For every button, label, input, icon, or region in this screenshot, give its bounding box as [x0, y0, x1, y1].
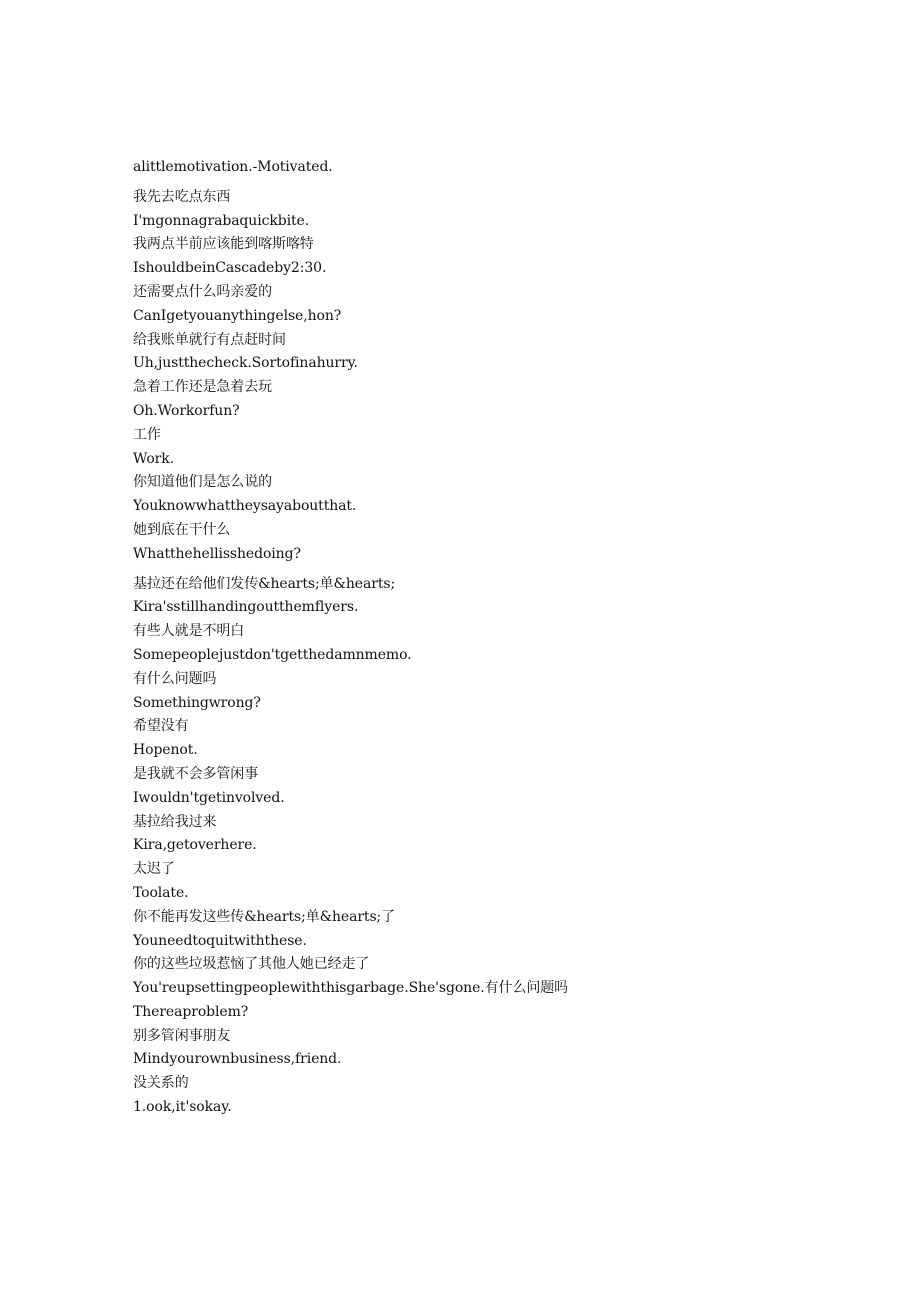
transcript-line: Work.: [133, 450, 174, 467]
transcript-line: 急着工作还是急着去玩: [133, 379, 272, 396]
transcript-line: Mindyourownbusiness,friend.: [133, 1051, 342, 1068]
transcript-line: 给我账单就行有点赶时间: [133, 331, 286, 348]
transcript-line: CanIgetyouanythingelse,hon?: [133, 307, 342, 324]
transcript-line: alittlemotivation.-Motivated.: [133, 159, 333, 175]
transcript-line: Somepeoplejustdon'tgetthedamnmemo.: [133, 646, 412, 663]
transcript-line: 没关系的: [133, 1075, 189, 1092]
transcript-line: Oh.Workorfun?: [133, 402, 240, 419]
transcript-line: Somethingwrong?: [133, 694, 261, 711]
transcript-line: Kira'sstillhandingoutthemflyers.: [133, 599, 359, 616]
transcript-line: 工作: [133, 426, 161, 443]
transcript-line: 是我就不会多管闲事: [133, 765, 259, 782]
transcript-line: 基拉还在给他们发传&hearts;单&hearts;: [133, 575, 396, 592]
transcript-line: 有些人就是不明白: [133, 623, 245, 640]
transcript-line: 1.ook,it'sokay.: [133, 1099, 232, 1116]
subtitle-transcript: [133, 156, 833, 1120]
transcript-line: Whatthehellisshedoing?: [133, 545, 301, 562]
transcript-line: IshouldbeinCascadeby2:30.: [133, 260, 327, 277]
transcript-line: Uh,justthecheck.Sortofinahurry.: [133, 355, 358, 372]
transcript-line: 太迟了: [133, 861, 175, 878]
transcript-line: 有什么问题吗: [133, 670, 217, 687]
transcript-line: 还需要点什么吗亲爱的: [133, 283, 272, 300]
transcript-line: Kira,getoverhere.: [133, 837, 257, 854]
transcript-line: Youknowwhattheysayaboutthat.: [133, 498, 357, 515]
transcript-line: 我两点半前应该能到喀斯喀特: [133, 236, 314, 253]
transcript-line: 你知道他们是怎么说的: [133, 474, 272, 491]
transcript-line: Youneedtoquitwiththese.: [133, 932, 307, 949]
transcript-line: Thereaproblem?: [133, 1003, 249, 1020]
transcript-line: Toolate.: [133, 884, 189, 901]
transcript-line: I'mgonnagrabaquickbite.: [133, 212, 310, 229]
transcript-line: 我先去吃点东西: [133, 188, 231, 205]
transcript-line: 希望没有: [133, 718, 189, 735]
transcript-line: 你不能再发这些传&hearts;单&hearts;了: [133, 908, 396, 925]
transcript-line: 她到底在干什么: [133, 521, 231, 538]
transcript-line: 基拉给我过来: [133, 813, 217, 830]
transcript-line: Hopenot.: [133, 742, 198, 759]
transcript-line: You'reupsettingpeoplewiththisgarbage.She'sgone.有什么问题吗: [133, 980, 569, 997]
transcript-line: Iwouldn'tgetinvolved.: [133, 789, 285, 806]
transcript-line: 别多管闲事朋友: [133, 1027, 231, 1044]
transcript-line: 你的这些垃圾惹恼了其他人她已经走了: [133, 956, 370, 973]
